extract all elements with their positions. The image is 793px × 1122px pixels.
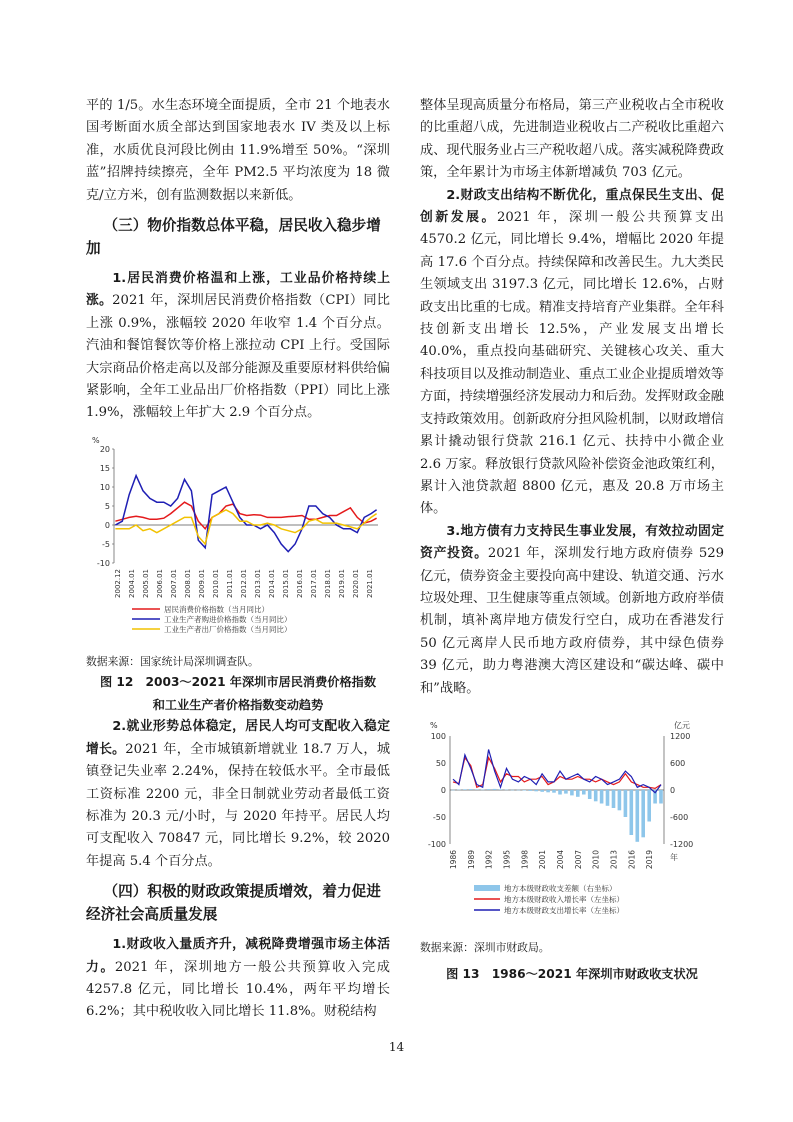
left-tick-label: -50 [432, 812, 446, 822]
balance-bar [523, 790, 527, 791]
balance-bar [487, 789, 491, 790]
page-number: 14 [388, 1040, 405, 1054]
x-tick-label: 2016 [627, 849, 637, 870]
legend-label-1: 地方本级财政收支差额（右坐标） [504, 883, 617, 893]
right-tick-label: 1200 [670, 731, 691, 741]
balance-bar [534, 790, 538, 791]
right-tick-label: -600 [670, 812, 689, 822]
paragraph-expenditure-body: 2021 年，深圳一般公共预算支出 4570.2 亿元，同比增长 9.4%，增幅比 2020 年提高 17.6 个百分点。持续保障和改善民生。九大类民生领域支出 3197.3 亿元，同比增长 12.6%，占财政支出比重的七成。精准支持培育产业集群。全年科技创新支出增长 12.5%，产业发展支出增长 40.0%，重点投向基础研究、关键核心攻关、重大科技项目以及推动制造业、重点工业企业提质增效等方面，持续增强经济发展动力和后劲。发挥财政金融支持政策效用。创新政府分担风险机制，以财政增信累计撬动银行贷款 216.1 亿元、扶持中小微企业 2.6 万家。释放银行贷款风险补偿资金池政策红利，累计入池贷款超 8800 亿元，惠及 20.8 万市场主体。 [420, 210, 724, 517]
x-tick-label: 2002.12 [114, 568, 122, 598]
balance-bar [475, 789, 479, 790]
x-tick-label: 2021.01 [366, 568, 374, 598]
growth-line-2 [453, 749, 661, 792]
section-heading-fiscal: （四）积极的财政政策提质增效，着力促进经济社会高质量发展 [86, 883, 381, 923]
balance-bar [457, 790, 461, 791]
left-tick-label: 100 [430, 731, 446, 741]
x-tick-label: 2011.01 [226, 568, 234, 598]
paragraph-price-lead: 1.居民消费价格温和上涨，工业品价格持续上涨。 [86, 271, 390, 309]
balance-bar [641, 790, 645, 837]
paragraph-environment: 平的 1/5。水生态环境全面提质，全市 21 个地表水国考断面水质全部达到国家地表水 IV 类及以上标准，水质优良河段比例由 11.9%增至 50%。“深圳蓝”招牌持续擦亮，全年 PM2.5 平均浓度为 18 微克/立方米，创有监测数据以来新低。 [86, 98, 390, 203]
y-tick-label: 5 [104, 501, 110, 511]
balance-bar [570, 790, 574, 795]
y-axis-unit: % [92, 435, 100, 445]
series-line-2 [115, 475, 376, 551]
balance-bar [546, 790, 550, 792]
balance-bar [493, 789, 497, 790]
x-tick-label: 2010 [591, 849, 601, 870]
right-tick-label: 600 [670, 758, 686, 768]
paragraph-fiscal-revenue-body: 2021 年，深圳地方一般公共预算收入完成 4257.8 亿元，同比增长 10.4%，两年平均增长 6.2%；其中税收收入同比增长 11.8%。财税结构 [86, 959, 390, 1020]
x-tick-label: 1995 [502, 849, 512, 870]
balance-bar [529, 790, 533, 791]
x-tick-label: 2019.01 [338, 568, 346, 598]
y-tick-label: -5 [102, 539, 110, 549]
x-tick-label: 2007 [573, 849, 583, 870]
paragraph-fiscal-revenue-lead: 1.财政收入量质齐升，减税降费增强市场主体活力。 [86, 937, 390, 975]
right-tick-label: 0 [670, 785, 676, 795]
x-tick-label: 2013.01 [254, 568, 262, 598]
figure-12-caption-line1: 图 12 2003～2021 年深圳市居民消费价格指数 [99, 675, 377, 690]
balance-bar [552, 790, 556, 793]
right-axis-unit: 亿元 [674, 720, 690, 730]
balance-bar [564, 790, 568, 794]
left-tick-label: 50 [435, 758, 446, 768]
x-tick-label: 2015.01 [282, 568, 290, 598]
balance-bar [630, 790, 634, 835]
legend-swatch-1 [474, 885, 500, 891]
paragraph-expenditure-lead: 2.财政支出结构不断优化，重点保民生支出、促创新发展。 [420, 187, 724, 226]
x-tick-label: 2008.01 [184, 568, 192, 598]
y-tick-label: 0 [104, 520, 110, 530]
legend-label-2: 工业生产者购进价格指数（当月同比） [164, 614, 292, 624]
balance-bar [499, 789, 503, 790]
x-tick-label: 1998 [520, 849, 530, 870]
figure-12-chart [86, 431, 386, 643]
figure-12-caption-line2: 和工业生产者价格指数变动趋势 [152, 698, 324, 713]
x-tick-label: 2006.01 [156, 568, 164, 598]
paragraph-local-bonds [420, 521, 724, 700]
balance-bar [576, 790, 580, 797]
paragraph-local-bonds-lead: 3.地方债有力支持民生事业发展，有效拉动固定资产投资。 [420, 523, 724, 562]
balance-bar [558, 790, 562, 795]
right-tick-label: -1200 [670, 839, 694, 849]
x-tick-label: 2016.01 [296, 568, 304, 598]
balance-bar [624, 790, 628, 817]
balance-bar [618, 790, 622, 810]
x-tick-label: 2019 [645, 849, 655, 870]
figure-13-source: 数据来源：深圳市财政局。 [420, 941, 550, 955]
balance-bar [463, 789, 467, 790]
x-tick-label: 1986 [448, 849, 458, 870]
section-heading-price-income: （三）物价指数总体平稳，居民收入稳步增加 [86, 217, 381, 257]
x-tick-label: 2020.01 [352, 568, 360, 598]
paragraph-fiscal-revenue [86, 934, 390, 1024]
balance-bar [612, 790, 616, 808]
x-axis-unit: 年 [670, 852, 678, 862]
balance-bar [647, 790, 651, 822]
left-tick-label: 0 [440, 785, 446, 795]
figure-13 [420, 714, 724, 985]
x-tick-label: 1989 [466, 849, 476, 870]
balance-bar [659, 790, 663, 804]
x-tick-label: 2017.01 [310, 568, 318, 598]
x-tick-label: 2010.01 [212, 568, 220, 598]
x-tick-label: 2001 [538, 849, 548, 870]
balance-bar [582, 790, 586, 795]
paragraph-employment [86, 716, 390, 873]
paragraph-tax-structure: 整体呈现高质量分布格局，第三产业税收占全市税收的比重超八成，先进制造业税收占二产税收比重超六成、现代服务业占三产税收超八成。落实减税降费政策，全年累计为市场主体新增减负 703 亿元。 [420, 98, 724, 181]
balance-bar [481, 790, 485, 791]
legend-label-2: 地方本级财政收入增长率（左坐标） [504, 894, 624, 904]
balance-bar [451, 790, 455, 791]
x-tick-label: 2013 [609, 849, 619, 870]
y-tick-label: -10 [96, 558, 110, 568]
figure-12-source: 数据来源：国家统计局深圳调查队。 [86, 655, 259, 669]
left-axis-unit: % [430, 720, 438, 730]
balance-bar [540, 790, 544, 792]
balance-bar [594, 790, 598, 801]
x-tick-label: 2012.01 [240, 568, 248, 598]
paragraph-expenditure [420, 185, 724, 521]
balance-bar [469, 789, 473, 790]
balance-bar [588, 790, 592, 799]
legend-label-3: 工业生产者出厂价格指数（当月同比） [164, 624, 292, 634]
figure-12 [86, 431, 390, 716]
x-tick-label: 2005.01 [142, 568, 150, 598]
y-tick-label: 10 [99, 482, 110, 492]
x-tick-label: 1992 [484, 849, 494, 870]
paragraph-price [86, 268, 390, 425]
x-tick-label: 2009.01 [198, 568, 206, 598]
x-tick-label: 2014.01 [268, 568, 276, 598]
balance-bar [600, 790, 604, 804]
paragraph-employment-lead: 2.就业形势总体稳定，居民人均可支配收入稳定增长。 [86, 719, 390, 757]
x-tick-label: 2004.01 [128, 568, 136, 598]
balance-bar [505, 790, 509, 791]
left-column [86, 95, 390, 1024]
y-tick-label: 15 [99, 463, 110, 473]
y-tick-label: 20 [99, 444, 110, 454]
figure-13-chart [420, 714, 720, 926]
balance-bar [636, 790, 640, 842]
balance-bar [606, 790, 610, 806]
paragraph-local-bonds-body: 2021 年，深圳发行地方政府债券 529 亿元，债券资金主要投向高中建设、轨道交通、污水垃圾处理、卫生健康等重点领域。创新地方政府举债机制，填补离岸地方债发行空白，成功在香港发行 50 亿元离岸人民币地方政府债券，其中绿色债券 39 亿元，助力粤港澳大湾区建设和“碳达峰、碳中和”战略。 [420, 546, 724, 696]
x-tick-label: 2007.01 [170, 568, 178, 598]
paragraph-price-body: 2021 年，深圳居民消费价格指数（CPI）同比上涨 0.9%，涨幅较 2020 年收窄 1.4 个百分点。汽油和餐馆餐饮等价格上涨拉动 CPI 上行。受国际大宗商品价格走高以及部分能源及重要原材料供给偏紧影响，全年工业品出厂价格指数（PPI）同比上涨 1.9%，涨幅较上年扩大 2.9 个百分点。 [86, 293, 390, 421]
figure-13-caption: 图 13 1986～2021 年深圳市财政收支状况 [446, 967, 698, 982]
paragraph-employment-body: 2021 年，全市城镇新增就业 18.7 万人，城镇登记失业率 2.24%，保持在较低水平。全市最低工资标准 2200 元，非全日制就业劳动者最低工资标准为 20.3 元/小时，与 2020 年持平。居民人均可支配收入 70847 元，同比增长 9.2%，较 2020 年提高 5.4 个百分点。 [86, 741, 391, 869]
balance-bar [517, 790, 521, 791]
legend-label-1: 居民消费价格指数（当月同比） [164, 604, 269, 614]
growth-line-1 [453, 758, 661, 789]
x-tick-label: 2018.01 [324, 568, 332, 598]
left-tick-label: -100 [427, 839, 446, 849]
balance-bar [511, 790, 515, 791]
right-column [420, 95, 724, 985]
legend-label-3: 地方本级财政支出增长率（左坐标） [504, 905, 624, 915]
x-tick-label: 2004 [555, 849, 565, 870]
